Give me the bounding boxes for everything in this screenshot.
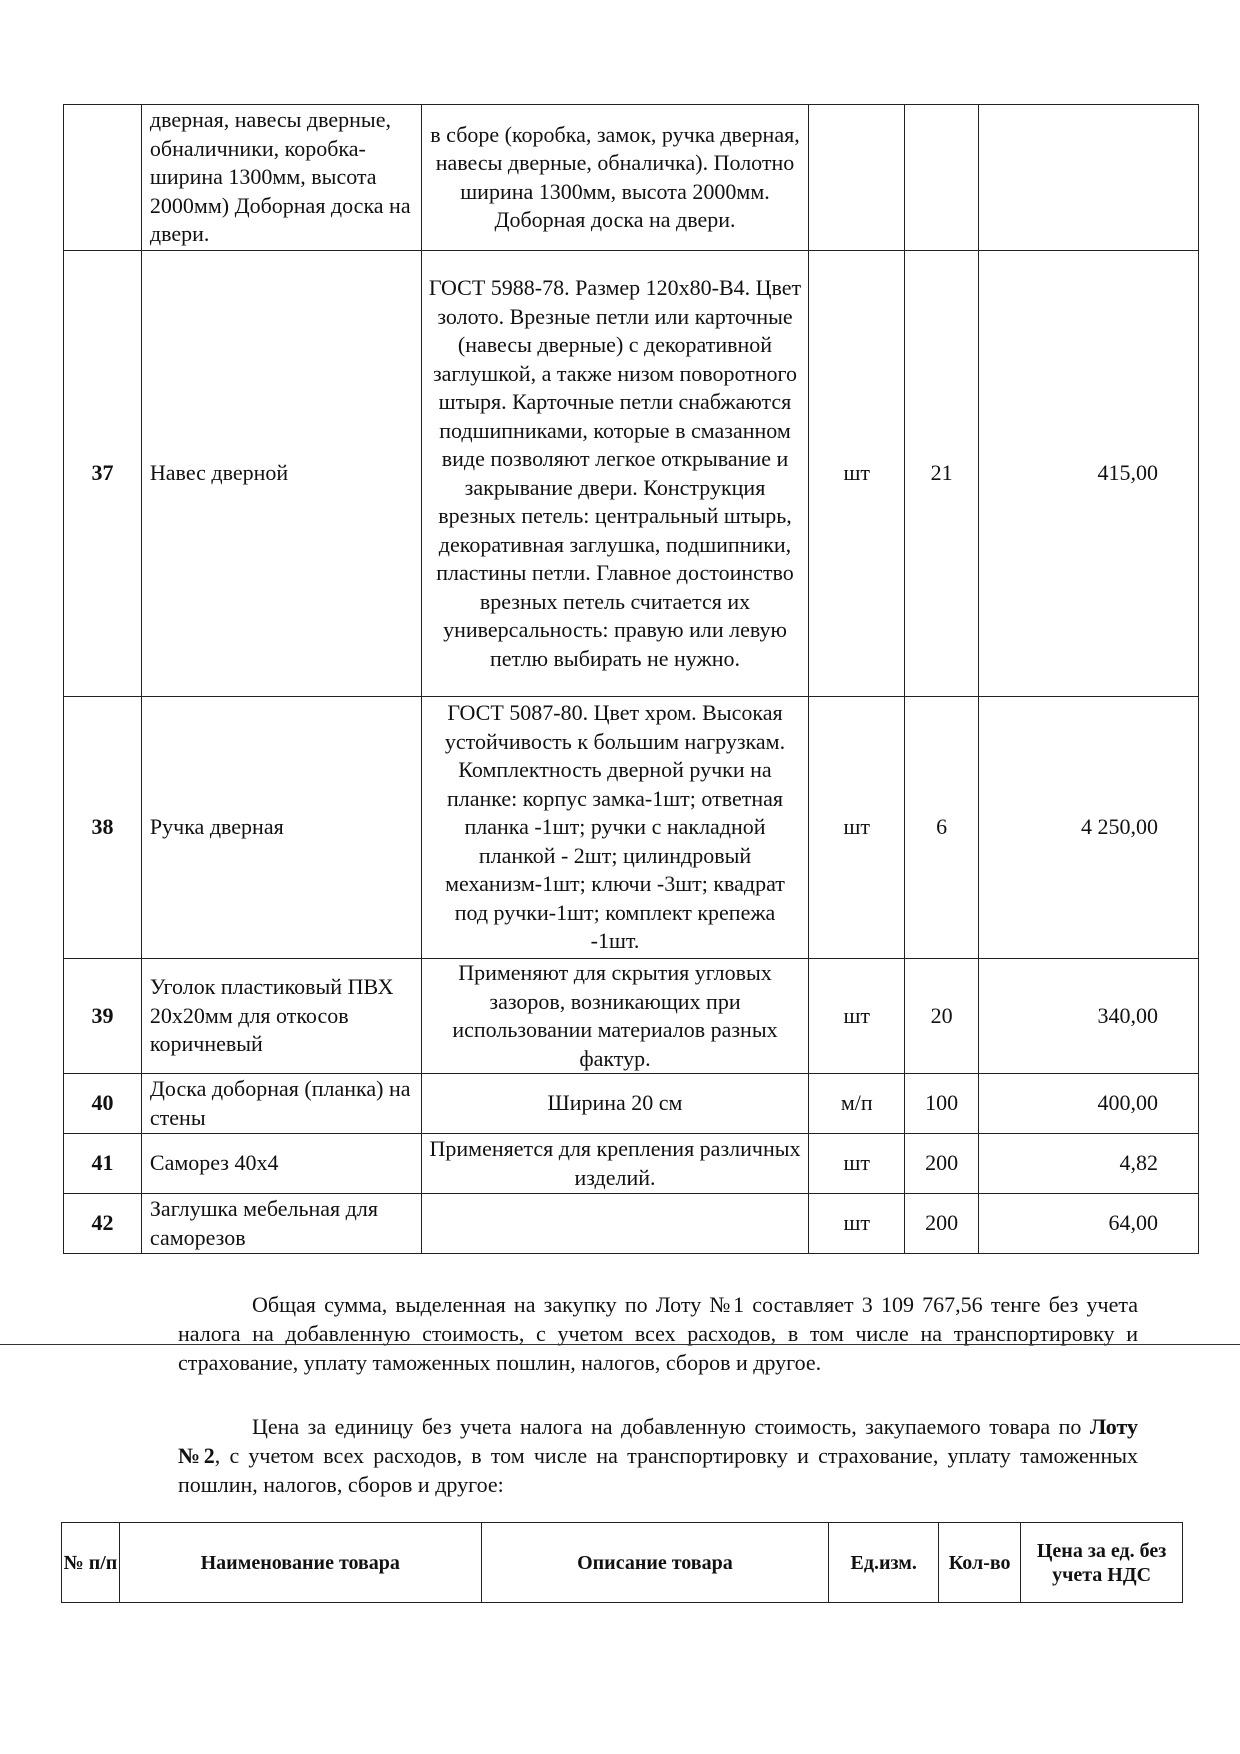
item-price: 64,00 [979, 1194, 1199, 1254]
item-quantity: 6 [905, 697, 979, 959]
item-price: 415,00 [979, 251, 1199, 697]
item-name: Доска доборная (планка) на стены [141, 1074, 421, 1134]
item-description: в сборе (коробка, замок, ручка дверная, навесы дверные, обналичка). Полотно ширина 1300мм, высота 2000мм. Доборная доска на двери. [421, 105, 809, 251]
lot2-intro-paragraph: Цена за единицу без учета налога на добавленную стоимость, закупаемого товара по Лоту №2, с учетом всех расходов, в том числе на транспортировку и страхование, уплату таможенных пошлин, налогов, сборов и другое: [178, 1414, 1138, 1497]
item-description: ГОСТ 5988-78. Размер 120х80-В4. Цвет золото. Врезные петли или карточные (навесы дверные) с декоративной заглушкой, а также низом поворотного штыря. Карточные петли снабжаются подшипниками, которые в смазанном виде позволяют легкое открывание и закрывание двери. Конструкция врезных петель: центральный штырь, декоративная заглушка, подшипники, пластины петли. Главное достоинство врезных петель считается их универсальность: правую или левую петлю выбирать не нужно. [421, 251, 809, 697]
scan-line-divider [0, 1344, 1240, 1345]
item-name: Саморез 40х4 [141, 1134, 421, 1194]
item-unit: м/п [809, 1074, 905, 1134]
item-description: Ширина 20 см [421, 1074, 809, 1134]
header-unit: Ед.изм. [829, 1523, 939, 1603]
header-number: № п/п [62, 1523, 120, 1603]
item-quantity: 200 [905, 1134, 979, 1194]
table-header-row [62, 1523, 1183, 1603]
item-price: 340,00 [979, 959, 1199, 1074]
item-quantity: 21 [905, 251, 979, 697]
table-row [64, 1194, 1199, 1254]
table-row [64, 1134, 1199, 1194]
item-quantity: 20 [905, 959, 979, 1074]
item-name: Заглушка мебельная для саморезов [141, 1194, 421, 1254]
item-description [421, 1194, 809, 1254]
table-row [64, 1074, 1199, 1134]
row-number: 38 [64, 697, 142, 959]
item-unit: шт [809, 697, 905, 959]
item-name: Уголок пластиковый ПВХ 20х20мм для откосов коричневый [141, 959, 421, 1074]
item-unit: шт [809, 959, 905, 1074]
table-row [64, 697, 1199, 959]
lot1-items-table [63, 104, 1199, 1254]
item-description: ГОСТ 5087-80. Цвет хром. Высокая устойчивость к большим нагрузкам. Комплектность дверной ручки на планке: корпус замка-1шт; ответная планка -1шт; ручки с накладной планкой - 2шт; цилиндровый механизм-1шт; ключи -3шт; квадрат под ручки-1шт; комплект крепежа -1шт. [421, 697, 809, 959]
lot1-total-paragraph: Общая сумма, выделенная на закупку по Лоту №1 составляет 3 109 767,56 тенге без учета налога на добавленную стоимость, с учетом всех расходов, в том числе на транспортировку и страхование, уплату таможенных пошлин, налогов, сборов и другое. [178, 1292, 1138, 1375]
item-name: дверная, навесы дверные, обналичники, коробка-ширина 1300мм, высота 2000мм) Доборная доска на двери. [141, 105, 421, 251]
header-quantity: Кол-во [939, 1523, 1021, 1603]
row-number: 40 [64, 1074, 142, 1134]
header-price: Цена за ед. без учета НДС [1021, 1523, 1183, 1603]
item-price: 4,82 [979, 1134, 1199, 1194]
table-row [64, 959, 1199, 1074]
header-description: Описание товара [481, 1523, 829, 1603]
row-number: 42 [64, 1194, 142, 1254]
row-number: 39 [64, 959, 142, 1074]
item-price [979, 105, 1199, 251]
item-description: Применяется для крепления различных изделий. [421, 1134, 809, 1194]
item-price: 400,00 [979, 1074, 1199, 1134]
item-description: Применяют для скрытия угловых зазоров, возникающих при использовании материалов разных фактур. [421, 959, 809, 1074]
item-quantity: 200 [905, 1194, 979, 1254]
item-name: Ручка дверная [141, 697, 421, 959]
header-name: Наименование товара [119, 1523, 481, 1603]
item-unit: шт [809, 1134, 905, 1194]
row-number [64, 105, 142, 251]
row-number: 41 [64, 1134, 142, 1194]
item-unit [809, 105, 905, 251]
item-name: Навес дверной [141, 251, 421, 697]
lot2-items-table [61, 1522, 1183, 1603]
item-quantity [905, 105, 979, 251]
item-price: 4 250,00 [979, 697, 1199, 959]
item-unit: шт [809, 251, 905, 697]
row-number: 37 [64, 251, 142, 697]
item-unit: шт [809, 1194, 905, 1254]
item-quantity: 100 [905, 1074, 979, 1134]
table-row [64, 251, 1199, 697]
table-row [64, 105, 1199, 251]
